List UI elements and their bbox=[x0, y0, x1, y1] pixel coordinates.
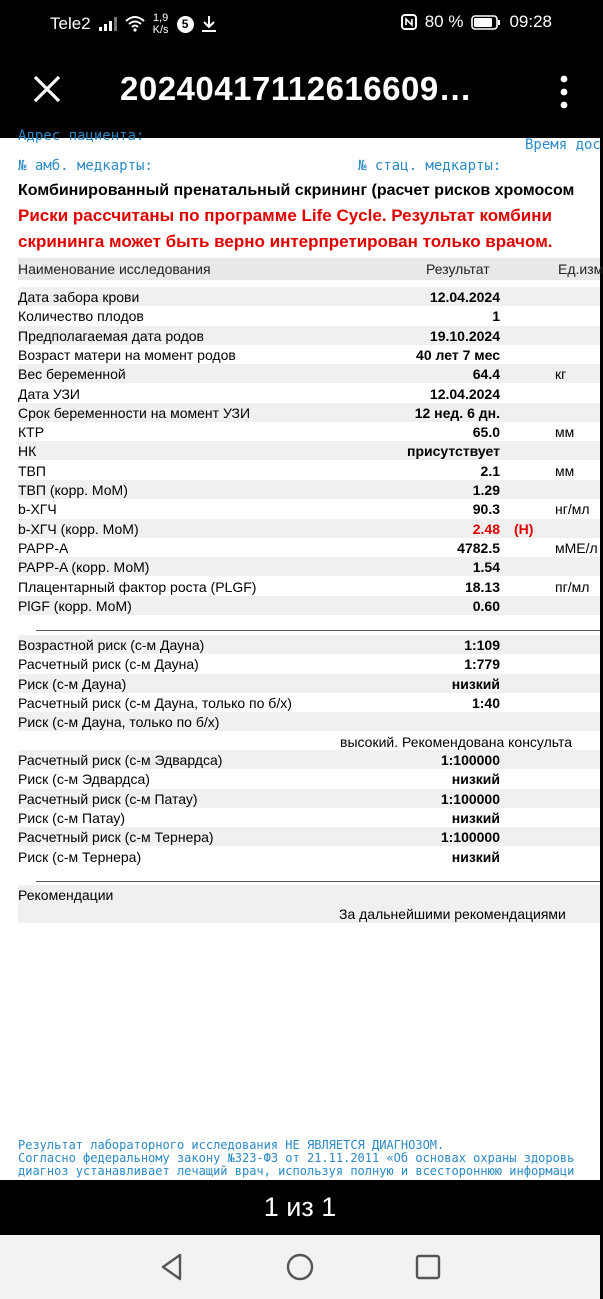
footer-line-2: Согласно федеральному закону №323-ФЗ от 21.11.2011 «Об основах охраны здоровь bbox=[18, 1151, 575, 1165]
table-row bbox=[18, 345, 600, 364]
section-divider-2 bbox=[36, 881, 600, 882]
speed-unit: K/s bbox=[152, 24, 169, 36]
row-value: 4782.5 bbox=[457, 539, 500, 556]
table-row bbox=[18, 441, 600, 460]
report-heading: Комбинированный пренатальный скрининг (расчет рисков хромосом bbox=[18, 182, 575, 199]
row-name: Расчетный риск (с-м Эдвардса) bbox=[18, 752, 223, 768]
row-value: 1.54 bbox=[472, 559, 500, 576]
row-value: присутствует bbox=[407, 443, 500, 460]
table-row bbox=[18, 287, 600, 306]
row-name: Расчетный риск (с-м Тернера) bbox=[18, 829, 214, 846]
patient-address-label: Адрес пациента: bbox=[18, 128, 145, 144]
table-row bbox=[18, 461, 600, 480]
row-unit: пг/мл bbox=[555, 578, 590, 595]
row-value: 1.29 bbox=[472, 482, 500, 498]
table-row bbox=[18, 596, 600, 615]
clock: 09:28 bbox=[509, 12, 552, 31]
row-value: низкий bbox=[451, 848, 500, 865]
row-value: 2.48 bbox=[472, 520, 500, 537]
column-unit-header: Ед.изм bbox=[558, 261, 603, 277]
table-row bbox=[18, 519, 600, 538]
row-value: 1:100000 bbox=[440, 752, 500, 768]
table-row bbox=[18, 789, 600, 808]
row-name: ТВП (корр. МоМ) bbox=[18, 482, 128, 498]
table-row bbox=[18, 538, 600, 557]
row-name: Риск (с-м Дауна, только по б/х) bbox=[18, 714, 220, 731]
table-row bbox=[18, 499, 600, 518]
row-name: ТВП bbox=[18, 462, 46, 479]
document-title: 20240417112616609… bbox=[120, 70, 473, 107]
row-name: b-ХГЧ bbox=[18, 501, 57, 518]
table-row bbox=[18, 674, 600, 693]
battery-icon bbox=[471, 15, 501, 30]
recommendations-row bbox=[18, 885, 600, 904]
pdf-page[interactable] bbox=[0, 128, 603, 1180]
row-name: КТР bbox=[18, 424, 45, 441]
table-row bbox=[18, 654, 600, 673]
row-value: 40 лет 7 мес bbox=[416, 346, 500, 363]
warning-line-1: Риски рассчитаны по программе Life Cycle. Результат комбини bbox=[18, 206, 552, 225]
footer-line-3: диагноз устанавливает лечащий врач, используя полную и всестороннюю информаци bbox=[18, 1164, 575, 1178]
row-value: 1:779 bbox=[464, 656, 500, 673]
viewer-toolbar bbox=[0, 46, 600, 138]
row-name: Срок беременности на момент УЗИ bbox=[18, 404, 251, 421]
row-value: 64.4 bbox=[472, 366, 500, 383]
row-name: Предполагаемая дата родов bbox=[18, 327, 204, 344]
table-row bbox=[18, 364, 600, 383]
status-bar bbox=[0, 0, 600, 46]
row-name: Расчетный риск (с-м Дауна) bbox=[18, 656, 199, 673]
table-row bbox=[18, 557, 600, 576]
row-name: Риск (с-м Дауна) bbox=[18, 675, 127, 692]
amb-card-label: № амб. медкарты: bbox=[18, 158, 153, 174]
row-value: 1:100000 bbox=[440, 829, 500, 846]
carrier-label: Tele2 bbox=[50, 14, 91, 33]
table-row bbox=[18, 808, 600, 827]
table-row bbox=[18, 577, 600, 596]
recommendations-label: Рекомендации bbox=[18, 887, 114, 903]
nfc-icon bbox=[401, 14, 417, 30]
row-value: 0.60 bbox=[472, 597, 500, 614]
high-risk-text: высокий. Рекомендована консульта bbox=[340, 734, 573, 750]
row-name: b-ХГЧ (корр. МоМ) bbox=[18, 520, 139, 537]
row-unit: нг/мл bbox=[555, 501, 590, 518]
table-row bbox=[18, 422, 600, 441]
row-value: 12.04.2024 bbox=[429, 289, 500, 305]
footer-line-1: Результат лабораторного исследования НЕ ЯВЛЯЕТСЯ ДИАГНОЗОМ. bbox=[18, 1138, 445, 1152]
row-value: 1:109 bbox=[464, 637, 500, 653]
row-name: Вес беременной bbox=[18, 366, 126, 383]
table-row bbox=[18, 403, 600, 422]
time-label: Время дос bbox=[525, 137, 601, 153]
row-unit: кг bbox=[555, 366, 567, 383]
row-value: 1 bbox=[492, 308, 500, 325]
nav-back-icon[interactable] bbox=[158, 1252, 186, 1282]
row-name: Риск (с-м Тернера) bbox=[18, 848, 142, 865]
battery-percent: 80 % bbox=[424, 12, 464, 31]
recommendations-text: За дальнейшими рекомендациями bbox=[339, 906, 566, 922]
recommendations-text-row bbox=[18, 904, 600, 923]
signal-icon bbox=[99, 17, 117, 31]
section-divider bbox=[36, 630, 600, 631]
wifi-icon bbox=[125, 16, 145, 32]
more-vert-icon[interactable] bbox=[556, 74, 572, 110]
row-value: 65.0 bbox=[472, 424, 500, 441]
row-value: низкий bbox=[451, 809, 500, 826]
row-name: Количество плодов bbox=[18, 308, 144, 325]
column-result-header: Результат bbox=[426, 261, 490, 277]
table-row bbox=[18, 384, 600, 403]
close-icon[interactable] bbox=[30, 72, 64, 106]
nav-recents-icon[interactable] bbox=[414, 1252, 442, 1282]
row-name: Риск (с-м Эдвардса) bbox=[18, 771, 150, 788]
row-value: 19.10.2024 bbox=[429, 327, 500, 344]
row-name: Риск (с-м Патау) bbox=[18, 809, 126, 826]
row-value: низкий bbox=[451, 675, 500, 692]
row-name: Возрастной риск (с-м Дауна) bbox=[18, 637, 205, 653]
warning-line-2: скрининга может быть верно интерпретирован только врачом. bbox=[18, 232, 553, 251]
row-flag: (H) bbox=[514, 520, 534, 537]
row-name: PAPP-A (корр. МоМ) bbox=[18, 559, 150, 576]
row-name: PlGF (корр. МоМ) bbox=[18, 597, 132, 614]
row-value: 12 нед. 6 дн. bbox=[414, 404, 500, 421]
page-indicator-bar bbox=[0, 1180, 600, 1235]
table-row bbox=[18, 480, 600, 499]
table-row bbox=[18, 769, 600, 788]
page-indicator: 1 из 1 bbox=[263, 1192, 337, 1222]
table-row bbox=[18, 635, 600, 654]
row-unit: мм bbox=[555, 424, 575, 441]
row-name: Расчетный риск (с-м Дауна, только по б/х) bbox=[18, 694, 292, 711]
row-unit: мм bbox=[555, 462, 575, 479]
system-nav-bar bbox=[0, 1235, 600, 1299]
table-row bbox=[18, 750, 600, 769]
row-name: Возраст матери на момент родов bbox=[18, 346, 236, 363]
row-value: 2.1 bbox=[480, 462, 500, 479]
row-value: 12.04.2024 bbox=[429, 385, 500, 402]
table-row bbox=[18, 306, 600, 325]
speed-value: 1,9 bbox=[152, 12, 169, 24]
table-row bbox=[18, 847, 600, 866]
nav-home-icon[interactable] bbox=[285, 1252, 315, 1282]
row-unit: мМЕ/л bbox=[555, 539, 598, 556]
row-name: Дата забора крови bbox=[18, 289, 140, 305]
row-value: 18.13 bbox=[464, 578, 500, 595]
row-value: 1:40 bbox=[471, 694, 500, 711]
row-value: 1:100000 bbox=[440, 790, 500, 807]
download-icon bbox=[202, 16, 216, 32]
table-row bbox=[18, 693, 600, 712]
notification-badge: 5 bbox=[177, 16, 194, 33]
table-header bbox=[18, 258, 603, 280]
row-name: Плацентарный фактор роста (PLGF) bbox=[18, 578, 257, 595]
column-name-header: Наименование исследования bbox=[18, 261, 211, 277]
row-name: НК bbox=[18, 443, 37, 460]
network-speed bbox=[153, 12, 169, 36]
row-name: PAPP-A bbox=[18, 539, 69, 556]
row-name: Дата УЗИ bbox=[18, 385, 80, 402]
row-name: Расчетный риск (с-м Патау) bbox=[18, 790, 198, 807]
row-value: низкий bbox=[451, 771, 500, 788]
table-row bbox=[18, 827, 600, 846]
table-row bbox=[18, 712, 600, 731]
stat-card-label: № стац. медкарты: bbox=[358, 158, 502, 174]
table-row bbox=[18, 326, 600, 345]
row-value: 90.3 bbox=[472, 501, 500, 518]
